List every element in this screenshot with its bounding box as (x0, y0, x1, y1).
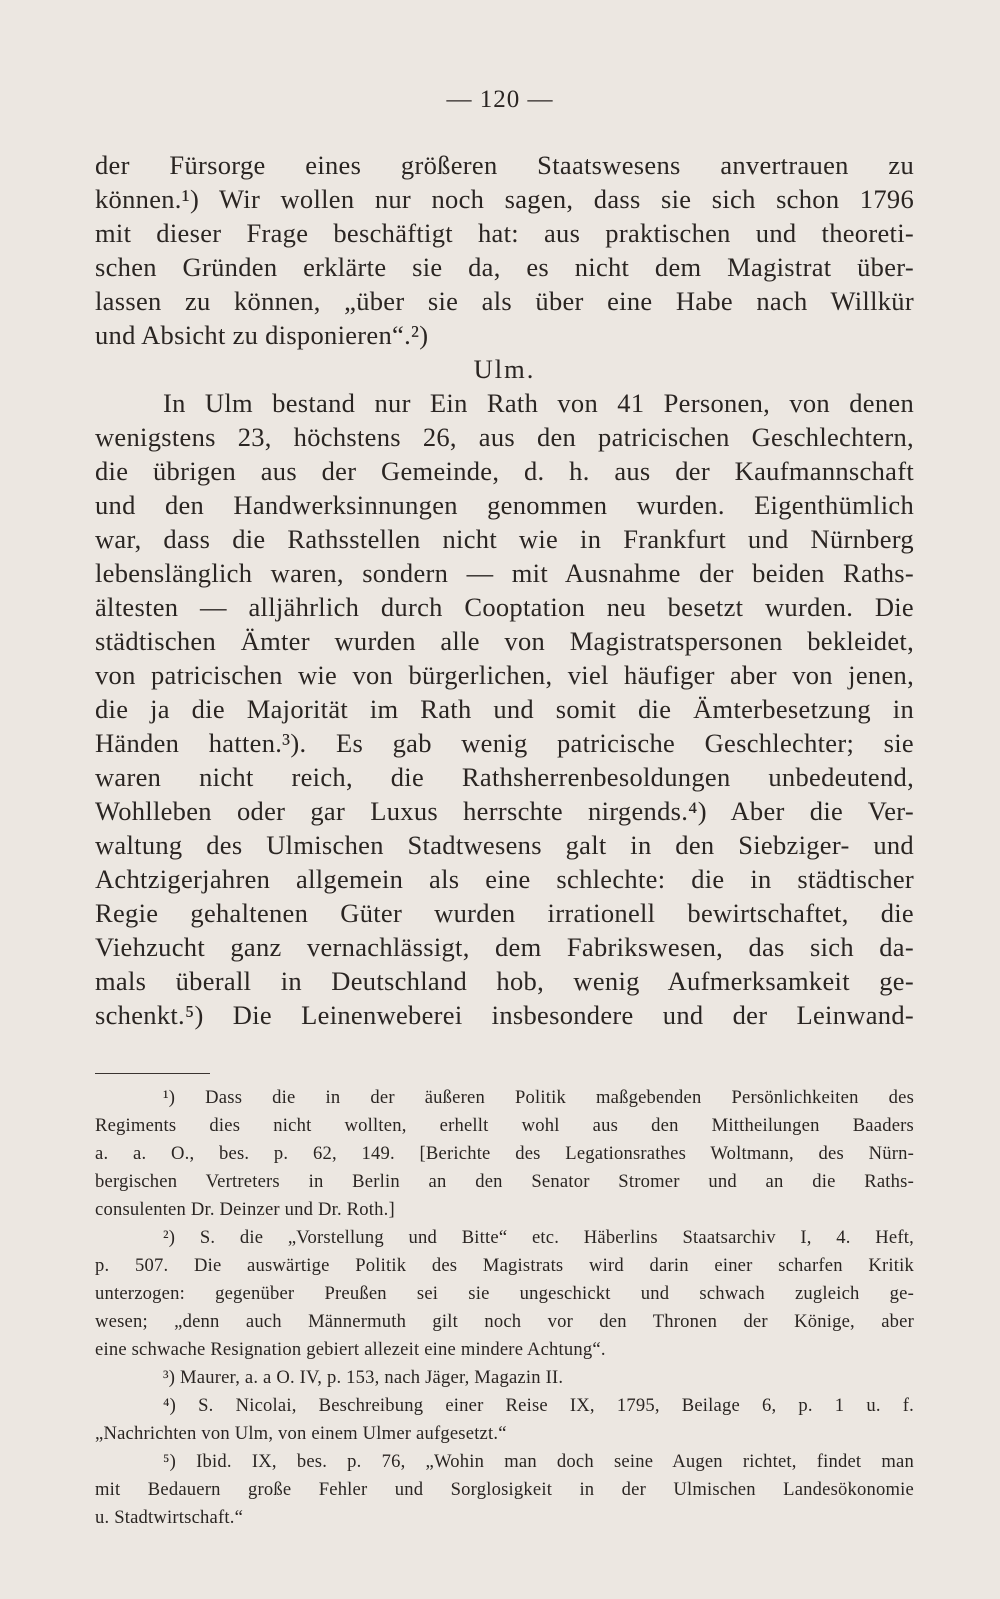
footnote-line: Regiments dies nicht wollten, erhellt wohl aus den Mittheilungen Baaders (95, 1115, 914, 1136)
section-heading: Ulm. (473, 354, 536, 384)
footnote-line: ³) Maurer, a. a O. IV, p. 153, nach Jäger, Magazin II. (163, 1367, 564, 1388)
body-line: Wohlleben oder gar Luxus herrschte nirgends.⁴) Aber die Ver- (95, 796, 914, 826)
page-number: — 120 — (446, 86, 554, 113)
body-line: lebenslänglich waren, sondern — mit Ausnahme der beiden Raths- (95, 558, 914, 588)
body-line: ältesten — alljährlich durch Cooptation neu besetzt wurden. Die (95, 592, 914, 622)
footnote-line: „Nachrichten von Ulm, von einem Ulmer aufgesetzt.“ (95, 1423, 507, 1444)
footnotes (95, 1084, 914, 1532)
footnote-line: consulenten Dr. Deinzer und Dr. Roth.] (95, 1199, 395, 1220)
body-line: schenkt.⁵) Die Leinenweberei insbesondere und der Leinwand- (95, 1000, 914, 1030)
footnote-line: bergischen Vertreters in Berlin an den Senator Stromer und an die Raths- (95, 1171, 914, 1192)
footnote-line: a. a. O., bes. p. 62, 149. [Berichte des Legationsrathes Woltmann, des Nürn- (95, 1143, 914, 1164)
body-line: können.¹) Wir wollen nur noch sagen, dass sie sich schon 1796 (95, 184, 914, 214)
footnote-line: ⁵) Ibid. IX, bes. p. 76, „Wohin man doch seine Augen richtet, findet man (163, 1451, 914, 1472)
body-line: Regie gehaltenen Güter wurden irrationell bewirtschaftet, die (95, 898, 914, 928)
body-line: und den Handwerksinnungen genommen wurden. Eigenthümlich (95, 490, 914, 520)
body-line: lassen zu können, „über sie als über eine Habe nach Willkür (95, 286, 914, 316)
body-line: waltung des Ulmischen Stadtwesens galt in den Siebziger- und (95, 830, 914, 860)
footnote-line: mit Bedauern große Fehler und Sorglosigkeit in der Ulmischen Landesökonomie (95, 1479, 914, 1500)
body-line: mals überall in Deutschland hob, wenig Aufmerksamkeit ge- (95, 966, 914, 996)
body-line: waren nicht reich, die Rathsherrenbesoldungen unbedeutend, (95, 762, 914, 792)
footnote-line: u. Stadtwirtschaft.“ (95, 1507, 244, 1528)
body-line: die übrigen aus der Gemeinde, d. h. aus der Kaufmannschaft (95, 456, 914, 486)
body-line: Händen hatten.³). Es gab wenig patricische Geschlechter; sie (95, 728, 914, 758)
footnote-line: p. 507. Die auswärtige Politik des Magistrats wird darin einer scharfen Kritik (95, 1255, 914, 1276)
body-line: der Fürsorge eines größeren Staatswesens anvertrauen zu (95, 150, 914, 180)
body-line: schen Gründen erklärte sie da, es nicht dem Magistrat über- (95, 252, 914, 282)
body-line: In Ulm bestand nur Ein Rath von 41 Personen, von denen (163, 388, 914, 418)
body-line: von patricischen wie von bürgerlichen, viel häufiger aber von jenen, (95, 660, 914, 690)
body-line: war, dass die Rathsstellen nicht wie in Frankfurt und Nürnberg (95, 524, 914, 554)
footnote-line: ²) S. die „Vorstellung und Bitte“ etc. Häberlins Staatsarchiv I, 4. Heft, (163, 1227, 914, 1248)
body-line: Achtzigerjahren allgemein als eine schlechte: die in städtischer (95, 864, 914, 894)
body-line: die ja die Majorität im Rath und somit die Ämterbesetzung in (95, 694, 914, 724)
body-line: mit dieser Frage beschäftigt hat: aus praktischen und theoreti- (95, 218, 914, 248)
footnote-line: eine schwache Resignation gebiert allezeit eine mindere Achtung“. (95, 1339, 606, 1360)
body-line: Viehzucht ganz vernachlässigt, dem Fabrikswesen, das sich da- (95, 932, 914, 962)
body-text (95, 148, 914, 1032)
footnote-line: ⁴) S. Nicolai, Beschreibung einer Reise IX, 1795, Beilage 6, p. 1 u. f. (163, 1395, 914, 1416)
body-line: städtischen Ämter wurden alle von Magistratspersonen bekleidet, (95, 626, 914, 656)
footnote-separator (95, 1073, 210, 1074)
body-line: wenigstens 23, höchstens 26, aus den patricischen Geschlechtern, (95, 422, 914, 452)
footnote-line: unterzogen: gegenüber Preußen sei sie ungeschickt und schwach zugleich ge- (95, 1283, 914, 1304)
footnote-line: wesen; „denn auch Männermuth gilt noch vor den Thronen der Könige, aber (95, 1311, 914, 1332)
body-line: und Absicht zu disponieren“.²) (95, 320, 429, 350)
footnote-line: ¹) Dass die in der äußeren Politik maßgebenden Persönlichkeiten des (163, 1087, 914, 1108)
